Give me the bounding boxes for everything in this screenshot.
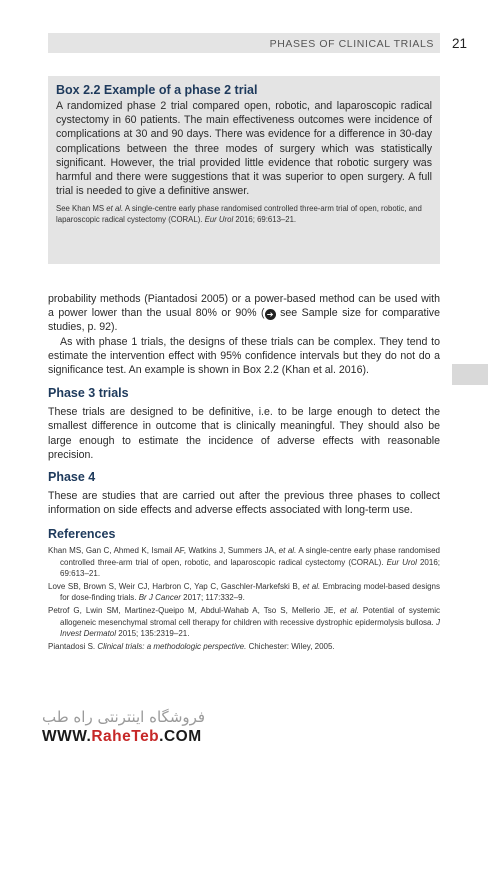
box-ref-etal: et al. bbox=[106, 204, 124, 214]
paragraph-phase2: As with phase 1 trials, the designs of these trials can be complex. They tend to estimate the intervention effect with 95% confidence intervals but they do not do a significance test. An example is shown in Box 2.2 (Khan et al. 2016). bbox=[48, 335, 440, 377]
box-ref-prefix: See Khan MS bbox=[56, 204, 107, 214]
section-thumb-tab bbox=[452, 364, 488, 385]
ref4-author: Piantadosi S. bbox=[48, 642, 98, 652]
reference-item bbox=[48, 641, 440, 652]
watermark-url-prefix: WWW. bbox=[42, 728, 92, 745]
ref3-etal: et al. bbox=[339, 606, 359, 616]
watermark-url-suffix: .COM bbox=[159, 728, 202, 745]
reference-item bbox=[48, 581, 440, 603]
ref2-journal: Br J Cancer bbox=[138, 593, 181, 603]
para1-text-a: probability methods (Piantadosi 2005) or a power-based method can be used with a power lower than the usual 80% or 90% ( bbox=[48, 293, 440, 320]
ref3-title: Potential of systemic allogeneic mesenchymal stromal cell therapy for children with recessive dystrophic epidermolysis bullosa. bbox=[60, 606, 440, 627]
ref3-authors: Petrof G, Lwin SM, Martinez-Queipo M, Abdul-Wahab A, Tso S, Mellerio JE, bbox=[48, 606, 340, 616]
watermark-persian-text: فروشگاه اینترنتی راه طب bbox=[42, 708, 206, 726]
page-number: 21 bbox=[452, 36, 468, 51]
reference-item bbox=[48, 545, 440, 579]
ref1-citation: 2016; 69:613–21. bbox=[60, 557, 440, 578]
ref1-etal: et al. bbox=[278, 546, 297, 556]
ref1-title: A single-centre early phase randomised controlled three-arm trial of open, robotic, and laparoscopic radical cystectomy (CORAL). bbox=[60, 546, 440, 567]
phase3-heading: Phase 3 trials bbox=[48, 386, 129, 401]
ref4-publisher: Chichester: Wiley, 2005. bbox=[246, 642, 335, 652]
para1-text-b: see Sample size for comparative studies, p. 92). bbox=[48, 307, 440, 334]
ref3-citation: 2015; 135:2319–21. bbox=[116, 628, 190, 638]
box-ref-journal: Eur Urol bbox=[204, 215, 234, 225]
main-text bbox=[48, 292, 440, 654]
ref2-citation: 2017; 117:332–9. bbox=[180, 593, 245, 603]
ref2-etal: et al. bbox=[302, 582, 321, 592]
ref1-journal: Eur Urol bbox=[386, 557, 417, 567]
watermark-url bbox=[42, 728, 202, 746]
reference-item bbox=[48, 605, 440, 639]
box-reference bbox=[56, 203, 432, 225]
paragraph-continued bbox=[48, 292, 440, 335]
phase3-text: These trials are designed to be definitive, i.e. to be large enough to detect the smallest difference in outcome that is clinically meaningful. They should also be large enough to estimate the incidence of adverse effects with reasonable precision. bbox=[48, 406, 440, 461]
box-ref-mid: A single-centre early phase randomised controlled three-arm trial of open, robotic, and laparoscopic radical cystectomy (CORAL). bbox=[56, 204, 422, 225]
ref2-authors: Love SB, Brown S, Weir CJ, Harbron C, Yap C, Gaschler-Markefski B, bbox=[48, 582, 303, 592]
box-body: A randomized phase 2 trial compared open, robotic, and laparoscopic radical cystectomy in 60 patients. The main effectiveness outcomes were incidence of complications at 30 and 90 days. There was evidence for a difference in 30-day complications between the three modes of surgery which was statistically significant. However, the trial provided little evidence that robotic surgery was harmful and there were suggestions that it was superior to open surgery. A full trial is needed to give a definitive answer. bbox=[56, 100, 432, 198]
ref3-journal: J Invest Dermatol bbox=[60, 617, 440, 638]
ref1-authors: Khan MS, Gan C, Ahmed K, Ismail AF, Watkins J, Summers JA, bbox=[48, 546, 279, 556]
cross-reference-arrow-icon: ➔ bbox=[265, 309, 276, 320]
phase4-heading: Phase 4 bbox=[48, 470, 96, 485]
box-ref-tail: 2016; 69:613–21. bbox=[233, 215, 297, 225]
box-title: Box 2.2 Example of a phase 2 trial bbox=[56, 83, 258, 97]
ref4-title: Clinical trials: a methodologic perspective. bbox=[97, 642, 247, 652]
example-box bbox=[48, 76, 440, 264]
watermark-url-brand: RaheTeb bbox=[91, 728, 160, 745]
phase4-text: These are studies that are carried out after the previous three phases to collect information on side effects and adverse effects associated with long-term use. bbox=[48, 490, 440, 517]
ref2-title: Embracing model-based designs for dose-finding trials. bbox=[60, 582, 441, 603]
running-head: PHASES OF CLINICAL TRIALS bbox=[269, 38, 434, 50]
references-heading: References bbox=[48, 527, 116, 542]
